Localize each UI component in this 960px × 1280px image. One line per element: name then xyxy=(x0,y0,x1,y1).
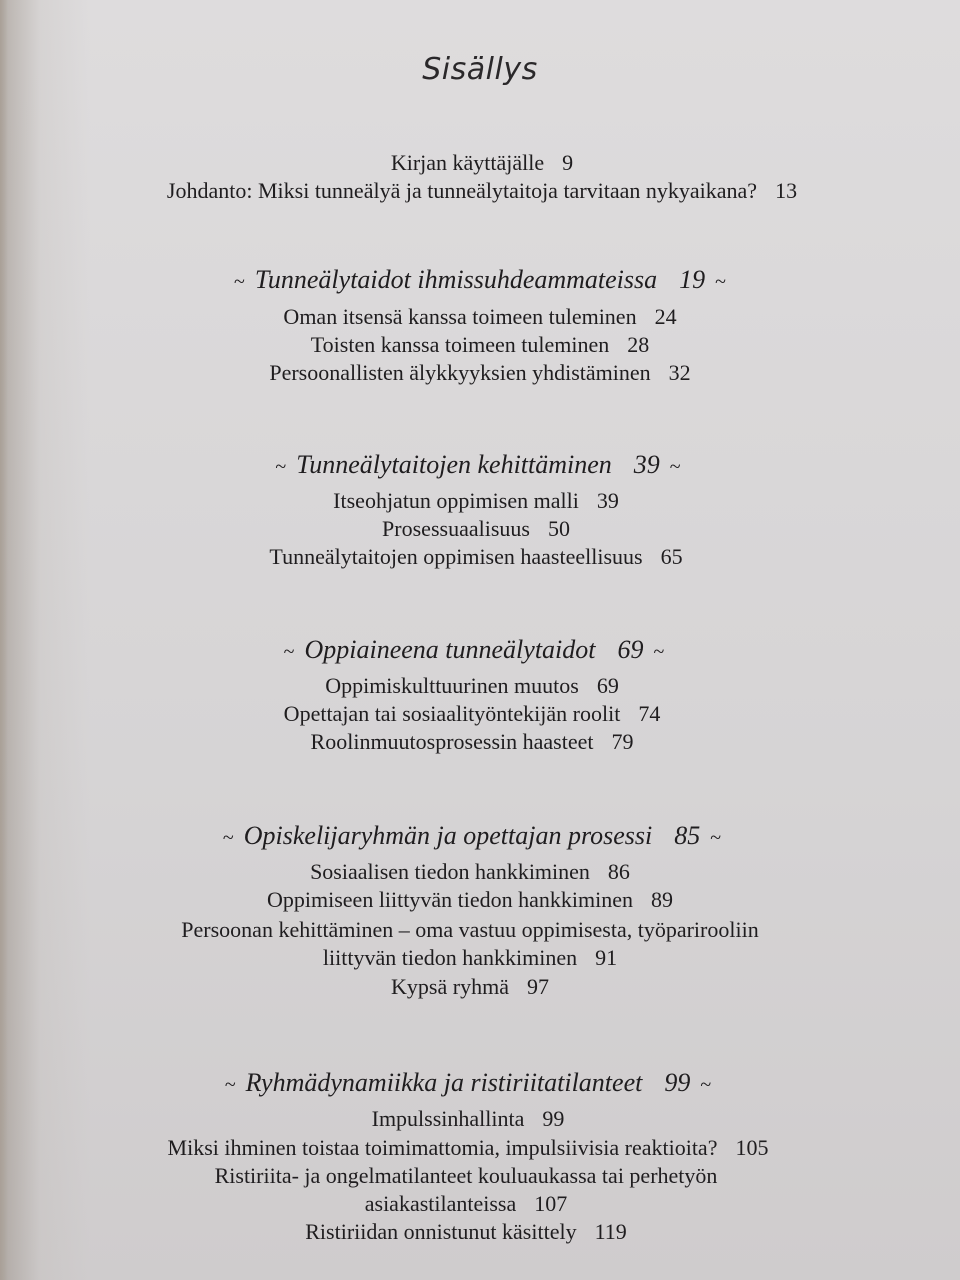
section-heading xyxy=(213,820,731,854)
toc-entry xyxy=(311,728,634,756)
toc-entry xyxy=(311,331,649,359)
toc-entry xyxy=(269,359,690,387)
entry-page: 97 xyxy=(526,974,549,999)
entry-page: 65 xyxy=(660,544,683,569)
toc-entry xyxy=(215,1162,718,1190)
entry-text: Oman itsensä kanssa toimeen tuleminen xyxy=(283,304,637,329)
entry-text: Kypsä ryhmä xyxy=(391,974,509,999)
entry-text: Sosiaalisen tiedon hankkiminen xyxy=(310,859,590,884)
entry-page: 89 xyxy=(651,887,673,912)
heading-page: 19 xyxy=(679,265,706,294)
entry-text: Kirjan käyttäjälle xyxy=(390,150,545,175)
tilde-ornament: ~ xyxy=(224,1074,236,1096)
tilde-ornament: ~ xyxy=(283,641,295,663)
entry-text: Roolinmuutosprosessin haasteet xyxy=(310,729,594,754)
entry-page: 13 xyxy=(775,178,798,203)
heading-text: Tunneälytaidot ihmissuhdeammateissa xyxy=(254,265,658,294)
toc-entry xyxy=(167,177,797,205)
entry-text: asiakastilanteissa xyxy=(364,1191,517,1216)
toc-entry xyxy=(333,487,619,515)
heading-page: 99 xyxy=(664,1068,691,1097)
entry-page: 28 xyxy=(627,332,650,357)
entry-text: Persoonan kehittäminen – oma vastuu oppimisesta, työparirooliin xyxy=(181,917,759,942)
entry-page: 74 xyxy=(638,701,661,726)
toc-entry xyxy=(283,303,676,331)
toc-entry xyxy=(269,543,682,571)
heading-page: 85 xyxy=(674,821,701,850)
entry-page: 79 xyxy=(611,729,634,754)
entry-page: 24 xyxy=(654,304,677,329)
toc-entry xyxy=(323,944,617,972)
entry-text: Itseohjatun oppimisen malli xyxy=(333,488,579,513)
entry-page: 99 xyxy=(542,1106,565,1131)
entry-text: Prosessuaalisuus xyxy=(382,516,530,541)
toc-entry xyxy=(168,1134,769,1162)
entry-page: 9 xyxy=(562,150,574,175)
entry-text: Miksi ihminen toistaa toimimattomia, impulsiivisia reaktioita? xyxy=(167,1135,718,1160)
toc-entry xyxy=(391,149,573,177)
entry-page: 86 xyxy=(607,859,630,884)
heading-text: Oppiaineena tunneälytaidot xyxy=(304,635,596,664)
entry-text: Ristiriita- ja ongelmatilanteet kouluaukassa tai perhetyön xyxy=(214,1163,718,1188)
section-heading xyxy=(274,634,675,668)
entry-text: Impulssinhallinta xyxy=(371,1106,525,1131)
section-heading xyxy=(224,264,736,298)
page-title: Sisällys xyxy=(422,52,538,87)
toc-entry xyxy=(310,858,630,886)
toc-entry xyxy=(181,916,758,944)
toc-entry xyxy=(305,1218,627,1246)
tilde-ornament: ~ xyxy=(700,1074,712,1096)
tilde-ornament: ~ xyxy=(222,827,234,849)
entry-page: 32 xyxy=(668,360,691,385)
entry-text: Oppimiskulttuurinen muutos xyxy=(325,673,579,698)
entry-page: 105 xyxy=(735,1135,769,1160)
tilde-ornament: ~ xyxy=(234,271,245,293)
heading-text: Ryhmädynamiikka ja ristiriitatilanteet xyxy=(245,1068,643,1097)
entry-text: liittyvän tiedon hankkiminen xyxy=(322,945,578,970)
section-heading xyxy=(215,1067,721,1101)
tilde-ornament: ~ xyxy=(715,271,726,293)
tilde-ornament: ~ xyxy=(669,456,681,478)
spine-shadow xyxy=(0,0,8,1280)
heading-text: Opiskelijaryhmän ja opettajan prosessi xyxy=(243,821,653,850)
entry-text: Oppimiseen liittyvän tiedon hankkiminen xyxy=(267,887,633,912)
entry-text: Ristiriidan onnistunut käsittely xyxy=(305,1219,577,1244)
entry-page: 119 xyxy=(594,1219,627,1244)
section-heading xyxy=(265,449,690,483)
entry-text: Tunneälytaitojen oppimisen haasteellisuus xyxy=(269,544,643,569)
heading-text: Tunneälytaitojen kehittäminen xyxy=(296,450,612,479)
toc-entry xyxy=(391,973,549,1001)
toc-entry xyxy=(267,886,673,914)
entry-text: Toisten kanssa toimeen tuleminen xyxy=(310,332,610,357)
tilde-ornament: ~ xyxy=(275,456,287,478)
toc-entry xyxy=(365,1190,568,1218)
heading-page: 39 xyxy=(633,450,660,479)
entry-text: Opettajan tai sosiaalityöntekijän roolit xyxy=(283,701,621,726)
toc-entry xyxy=(325,672,619,700)
entry-text: Persoonallisten älykkyyksien yhdistäminen xyxy=(269,360,651,385)
toc-entry xyxy=(382,515,570,543)
entry-page: 69 xyxy=(596,673,619,698)
heading-page: 69 xyxy=(617,635,644,664)
entry-page: 107 xyxy=(534,1191,568,1216)
tilde-ornament: ~ xyxy=(710,827,722,849)
entry-page: 39 xyxy=(596,488,619,513)
entry-page: 50 xyxy=(547,516,570,541)
tilde-ornament: ~ xyxy=(653,641,665,663)
toc-entry xyxy=(284,700,661,728)
entry-text: Johdanto: Miksi tunneälyä ja tunneälytaitoja tarvitaan nykyaikana? xyxy=(166,178,758,203)
toc-entry xyxy=(372,1105,565,1133)
entry-page: 91 xyxy=(595,945,618,970)
